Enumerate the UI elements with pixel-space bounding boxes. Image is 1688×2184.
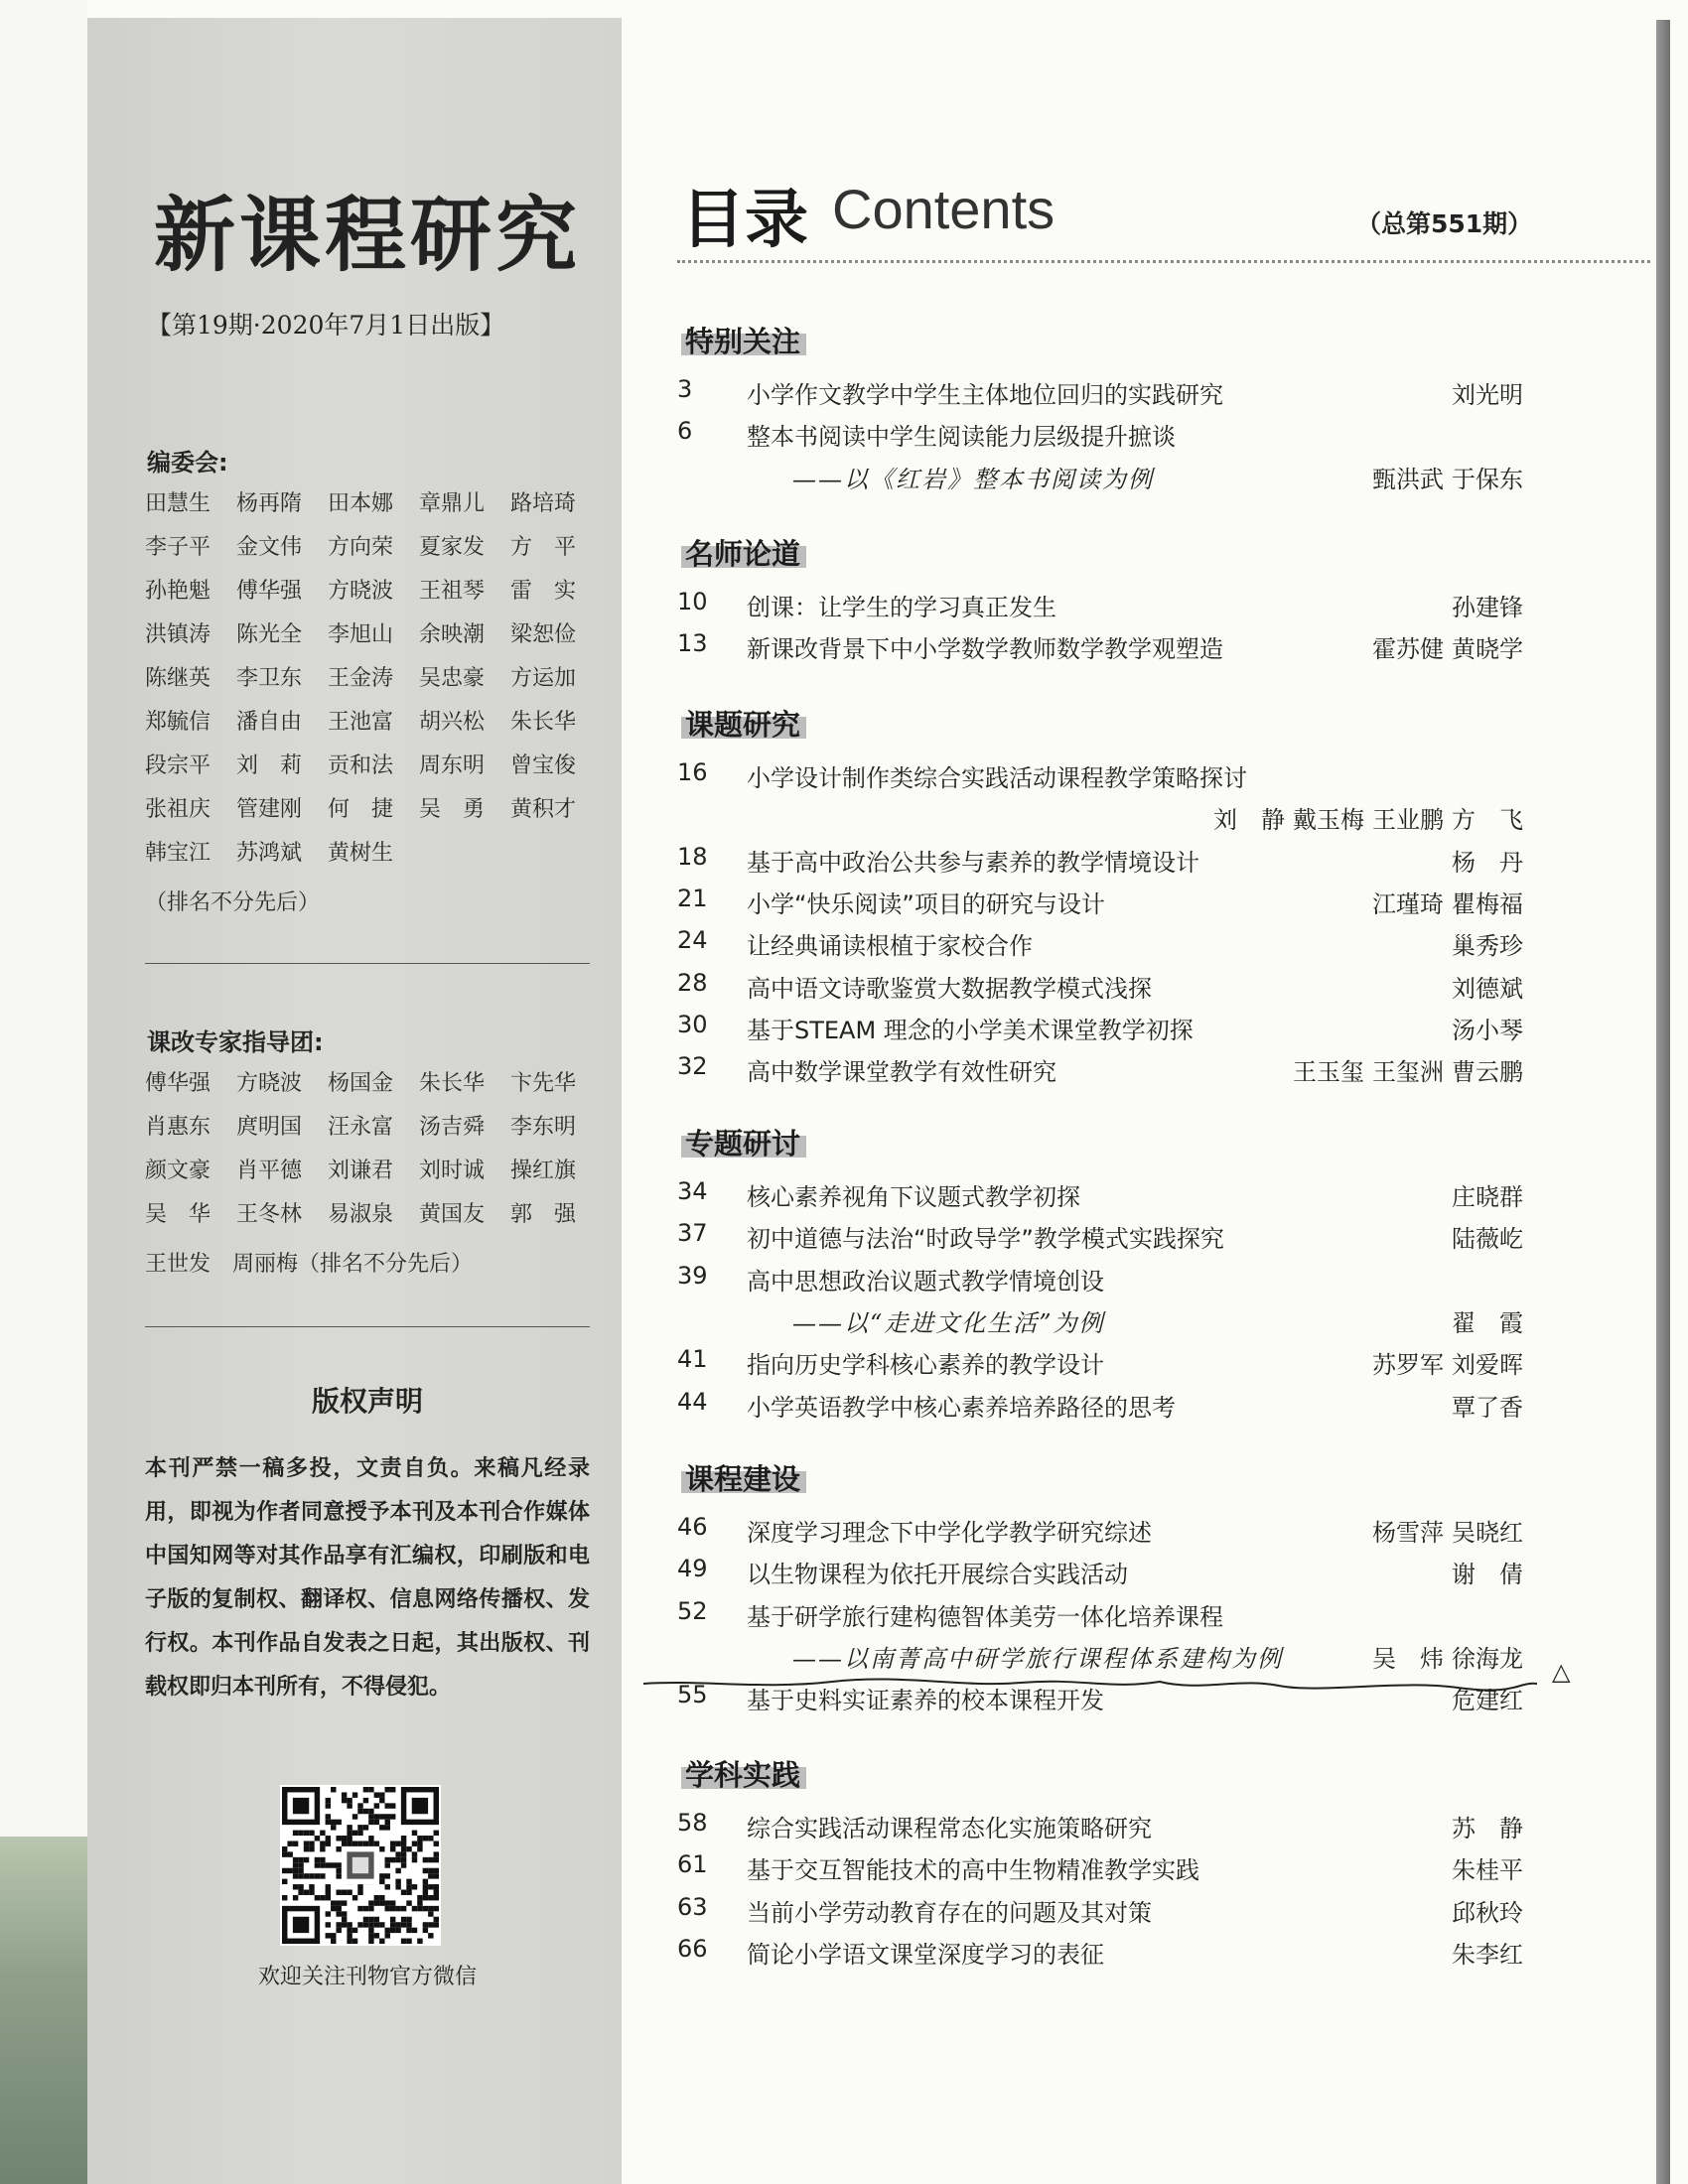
person-name: 余映潮 xyxy=(419,622,486,647)
person-name: 吴 华 xyxy=(145,1202,211,1227)
expert-group-last-line: 王世发 周丽梅（排名不分先后） xyxy=(145,1252,474,1277)
author-name: 汤小琴 xyxy=(1452,1016,1523,1044)
person-name: 王金涛 xyxy=(328,666,394,691)
person-name: 郭 强 xyxy=(510,1202,577,1227)
contents-title-en: Contents xyxy=(832,178,1055,240)
article-subtitle: ——以南菁高中研学旅行课程体系建构为例 xyxy=(792,1644,1283,1673)
person-name: 刘谦君 xyxy=(328,1159,394,1183)
person-name: 管建刚 xyxy=(236,797,303,822)
author-name: 瞿梅福 xyxy=(1452,889,1523,918)
author-name: 徐海龙 xyxy=(1452,1644,1523,1673)
article-title: 高中思想政治议题式教学情境创设 xyxy=(747,1267,1104,1296)
article-title: 指向历史学科核心素养的教学设计 xyxy=(747,1351,1104,1380)
person-name: 汤吉舜 xyxy=(419,1115,486,1140)
person-name: 陈继英 xyxy=(145,666,211,691)
article-title: 小学设计制作类综合实践活动课程教学策略探讨 xyxy=(747,764,1247,792)
editorial-board-names xyxy=(145,482,602,876)
article-title: 高中语文诗歌鉴赏大数据教学模式浅探 xyxy=(747,974,1152,1003)
person-name: 雷 实 xyxy=(510,579,577,604)
page-number: 10 xyxy=(677,588,708,615)
toc-entry[interactable] xyxy=(677,920,1531,960)
section-heading: 学科实践 xyxy=(681,1755,806,1795)
article-title: 小学英语教学中核心素养培养路径的思考 xyxy=(747,1393,1176,1422)
person-name: 傅华强 xyxy=(145,1071,211,1096)
person-name: 潘自由 xyxy=(236,710,303,735)
person-name: 何 捷 xyxy=(328,797,394,822)
page-number: 58 xyxy=(677,1809,708,1837)
person-name: 杨再隋 xyxy=(236,491,303,516)
toc-entry[interactable] xyxy=(677,1633,1531,1673)
person-name: 段宗平 xyxy=(145,753,211,778)
toc-entry[interactable] xyxy=(677,794,1531,834)
toc-entry[interactable] xyxy=(677,623,1531,663)
article-title: 当前小学劳动教育存在的问题及其对策 xyxy=(747,1898,1152,1927)
author-name: 王业鹏 xyxy=(1372,806,1444,835)
section-heading: 名师论道 xyxy=(681,534,806,574)
toc-entry[interactable] xyxy=(677,1507,1531,1547)
author-name: 杨雪萍 xyxy=(1372,1519,1444,1547)
page-number: 52 xyxy=(677,1596,708,1625)
person-name: 郑毓信 xyxy=(145,710,211,735)
author-name: 刘 静 xyxy=(1213,806,1285,835)
page-number: 49 xyxy=(677,1555,708,1583)
person-name: 肖平德 xyxy=(236,1159,303,1183)
person-name: 方晓波 xyxy=(236,1071,303,1096)
copyright-title: 版权声明 xyxy=(311,1385,423,1418)
person-name: 曾宝俊 xyxy=(510,753,577,778)
author-name: 庄晓群 xyxy=(1452,1183,1523,1211)
section-heading: 课程建设 xyxy=(681,1459,806,1499)
person-name: 路培琦 xyxy=(510,491,577,516)
editorial-board-heading: 编委会: xyxy=(147,449,228,477)
section-heading: 课题研究 xyxy=(681,705,806,745)
author-name: 朱桂平 xyxy=(1452,1856,1523,1885)
person-name: 肖惠东 xyxy=(145,1115,211,1140)
page-number: 55 xyxy=(677,1681,708,1709)
dotted-divider xyxy=(677,260,1650,263)
page-number: 63 xyxy=(677,1892,708,1921)
person-name: 王池富 xyxy=(328,710,394,735)
person-name: 李子平 xyxy=(145,535,211,560)
page-number: 32 xyxy=(677,1052,708,1081)
person-name: 方 平 xyxy=(510,535,577,560)
person-name: 章鼎儿 xyxy=(419,491,486,516)
article-title: 简论小学语文课堂深度学习的表征 xyxy=(747,1940,1104,1969)
page-edge-shadow xyxy=(1656,20,1670,2184)
qr-caption: 欢迎关注刊物官方微信 xyxy=(257,1965,477,1989)
article-title: 基于高中政治公共参与素养的教学情境设计 xyxy=(747,848,1199,877)
page-number: 28 xyxy=(677,968,708,997)
toc-entry[interactable] xyxy=(677,1171,1531,1211)
person-name: 方向荣 xyxy=(328,535,394,560)
author-name: 方 飞 xyxy=(1452,806,1523,835)
person-name: 李卫东 xyxy=(236,666,303,691)
person-name: 李旭山 xyxy=(328,622,394,647)
person-name: 汪永富 xyxy=(328,1115,394,1140)
page-number: 24 xyxy=(677,926,708,955)
editorial-board-note: （排名不分先后） xyxy=(145,890,321,915)
toc-entry[interactable] xyxy=(677,837,1531,877)
person-name: 贡和法 xyxy=(328,753,394,778)
article-title: 以生物课程为依托开展综合实践活动 xyxy=(747,1561,1128,1589)
toc-entry[interactable] xyxy=(677,1929,1531,1969)
page-number: 34 xyxy=(677,1177,708,1205)
article-title: 小学作文教学中学生主体地位回归的实践研究 xyxy=(747,381,1223,409)
article-title: 高中数学课堂教学有效性研究 xyxy=(747,1058,1056,1087)
page-number: 16 xyxy=(677,758,708,786)
person-name: 王冬林 xyxy=(236,1202,303,1227)
person-name: 黄国友 xyxy=(419,1202,486,1227)
issue-info: 【第19期·2020年7月1日出版】 xyxy=(147,311,505,340)
contents-title: 目录 xyxy=(681,183,808,257)
person-name: 金文伟 xyxy=(236,535,303,560)
author-name: 霍苏健 xyxy=(1372,635,1444,664)
person-name: 黄积才 xyxy=(510,797,577,822)
author-name: 刘爱晖 xyxy=(1452,1351,1523,1380)
person-name: 庹明国 xyxy=(236,1115,303,1140)
article-title: 基于史料实证素养的校本课程开发 xyxy=(747,1687,1104,1715)
author-name: 苏 静 xyxy=(1452,1815,1523,1843)
page-number: 3 xyxy=(677,375,693,403)
author-name: 邱秋玲 xyxy=(1452,1898,1523,1927)
person-name: 刘 莉 xyxy=(236,753,303,778)
article-title: 小学“快乐阅读”项目的研究与设计 xyxy=(747,889,1105,918)
author-name: 覃了香 xyxy=(1452,1393,1523,1422)
page-number: 30 xyxy=(677,1010,708,1038)
page-number: 41 xyxy=(677,1345,708,1374)
toc-entry[interactable] xyxy=(677,1005,1531,1044)
article-title: 基于STEAM 理念的小学美术课堂教学初探 xyxy=(747,1016,1194,1044)
toc-entry[interactable] xyxy=(677,369,1531,409)
toc-entry[interactable] xyxy=(677,1844,1531,1884)
person-name: 方晓波 xyxy=(328,579,394,604)
person-name: 朱长华 xyxy=(510,710,577,735)
author-name: 吴晓红 xyxy=(1452,1519,1523,1547)
person-name: 杨国金 xyxy=(328,1071,394,1096)
page-number: 6 xyxy=(677,417,693,446)
toc-entry[interactable] xyxy=(677,1549,1531,1588)
toc-entry[interactable] xyxy=(677,411,1531,451)
section-heading: 特别关注 xyxy=(681,322,806,361)
author-name: 刘德斌 xyxy=(1452,974,1523,1003)
article-title: 核心素养视角下议题式教学初探 xyxy=(747,1183,1080,1211)
person-name: 张祖庆 xyxy=(145,797,211,822)
author-name: 杨 丹 xyxy=(1452,848,1523,877)
author-name: 甄洪武 xyxy=(1372,465,1444,493)
toc-entry[interactable] xyxy=(677,752,1531,792)
copyright-text: 本刊严禁一稿多投，文责自负。来稿凡经录用，即视为作者同意授予本刊及本刊合作媒体中国知网等对其作品享有汇编权，印刷版和电子版的复制权、翻译权、信息网络传播权、发行权。本刊作品自发表之日起，其出版权、刊载权即归本刊所有，不得侵犯。 xyxy=(145,1456,590,1700)
divider xyxy=(145,1326,590,1327)
person-name: 吴 勇 xyxy=(419,797,486,822)
photo-strip xyxy=(0,1837,87,2184)
article-title: 基于研学旅行建构德智体美劳一体化培养课程 xyxy=(747,1602,1223,1631)
author-name: 黄晓学 xyxy=(1452,635,1523,664)
page-number: 44 xyxy=(677,1387,708,1416)
person-name: 田慧生 xyxy=(145,491,211,516)
page-number: 39 xyxy=(677,1261,708,1290)
person-name: 胡兴松 xyxy=(419,710,486,735)
page-number: 13 xyxy=(677,629,708,658)
toc-entry[interactable] xyxy=(677,879,1531,918)
page-number: 46 xyxy=(677,1513,708,1541)
article-title: 新课改背景下中小学数学教师数学教学观塑造 xyxy=(747,635,1223,664)
section-heading: 专题研讨 xyxy=(681,1124,806,1163)
author-name: 刘光明 xyxy=(1452,381,1523,409)
expert-group-heading: 课改专家指导团: xyxy=(147,1028,324,1056)
toc-entry[interactable] xyxy=(677,582,1531,621)
toc-entry[interactable] xyxy=(677,963,1531,1003)
toc-entry[interactable] xyxy=(677,1382,1531,1422)
article-title: 初中道德与法治“时政导学”教学模式实践探究 xyxy=(747,1225,1224,1254)
article-title: 综合实践活动课程常态化实施策略研究 xyxy=(747,1815,1152,1843)
author-name: 朱李红 xyxy=(1452,1940,1523,1969)
person-name: 苏鸿斌 xyxy=(236,841,303,866)
person-name: 傅华强 xyxy=(236,579,303,604)
total-issue-number: （总第551期） xyxy=(1356,209,1533,238)
person-name: 韩宝江 xyxy=(145,841,211,866)
article-title: 基于交互智能技术的高中生物精准教学实践 xyxy=(747,1856,1199,1885)
toc-entry[interactable] xyxy=(677,1591,1531,1631)
author-name: 王玺洲 xyxy=(1372,1058,1444,1087)
toc-entry[interactable] xyxy=(677,1339,1531,1379)
author-name: 陆薇屹 xyxy=(1452,1225,1523,1254)
page-number: 18 xyxy=(677,842,708,871)
toc-entry[interactable] xyxy=(677,1803,1531,1843)
author-name: 吴 炜 xyxy=(1372,1644,1444,1673)
handwritten-mark: △ xyxy=(1552,1658,1571,1686)
page-number: 61 xyxy=(677,1850,708,1879)
article-title: 整本书阅读中学生阅读能力层级提升摭谈 xyxy=(747,423,1176,452)
author-name: 王玉玺 xyxy=(1293,1058,1364,1087)
person-name: 梁恕俭 xyxy=(510,622,577,647)
article-subtitle: ——以《红岩》整本书阅读为例 xyxy=(792,465,1154,493)
article-title: 创课：让学生的学习真正发生 xyxy=(747,594,1056,621)
page-number: 66 xyxy=(677,1934,708,1963)
divider xyxy=(145,963,590,964)
handwritten-underline xyxy=(643,1670,1537,1700)
author-name: 巢秀珍 xyxy=(1452,932,1523,961)
author-name: 戴玉梅 xyxy=(1293,806,1364,835)
author-name: 苏罗军 xyxy=(1372,1351,1444,1380)
author-name: 危建红 xyxy=(1452,1687,1523,1715)
author-name: 孙建锋 xyxy=(1452,594,1523,621)
author-name: 谢 倩 xyxy=(1452,1561,1523,1589)
author-name: 于保东 xyxy=(1452,465,1523,493)
toc-entry[interactable] xyxy=(677,1297,1531,1337)
person-name: 黄树生 xyxy=(328,841,394,866)
person-name: 周东明 xyxy=(419,753,486,778)
toc-entry[interactable] xyxy=(677,1046,1531,1086)
person-name: 颜文豪 xyxy=(145,1159,211,1183)
person-name: 夏家发 xyxy=(419,535,486,560)
article-subtitle: ——以“走进文化生活”为例 xyxy=(792,1308,1105,1337)
toc-entry[interactable] xyxy=(677,1213,1531,1253)
author-name: 翟 霞 xyxy=(1452,1308,1523,1337)
person-name: 刘时诚 xyxy=(419,1159,486,1183)
toc-entry[interactable] xyxy=(677,454,1531,493)
toc-entry[interactable] xyxy=(677,1887,1531,1927)
person-name: 李东明 xyxy=(510,1115,577,1140)
person-name: 孙艳魁 xyxy=(145,579,211,604)
person-name: 卞先华 xyxy=(510,1071,577,1096)
article-title: 深度学习理念下中学化学教学研究综述 xyxy=(747,1519,1152,1547)
person-name: 吴忠豪 xyxy=(419,666,486,691)
author-name: 曹云鹏 xyxy=(1452,1058,1523,1087)
qr-code-icon[interactable] xyxy=(280,1785,441,1946)
article-title: 让经典诵读根植于家校合作 xyxy=(747,932,1033,961)
journal-title: 新课程研究 xyxy=(154,188,582,283)
person-name: 陈光全 xyxy=(236,622,303,647)
person-name: 朱长华 xyxy=(419,1071,486,1096)
person-name: 王祖琴 xyxy=(419,579,486,604)
expert-group-names xyxy=(145,1062,602,1237)
person-name: 田本娜 xyxy=(328,491,394,516)
page-number: 37 xyxy=(677,1219,708,1248)
person-name: 洪镇涛 xyxy=(145,622,211,647)
person-name: 操红旗 xyxy=(510,1159,577,1183)
person-name: 方运加 xyxy=(510,666,577,691)
person-name: 易淑泉 xyxy=(328,1202,394,1227)
page-number: 21 xyxy=(677,884,708,912)
author-name: 江瑾琦 xyxy=(1372,889,1444,918)
toc-entry[interactable] xyxy=(677,1256,1531,1296)
